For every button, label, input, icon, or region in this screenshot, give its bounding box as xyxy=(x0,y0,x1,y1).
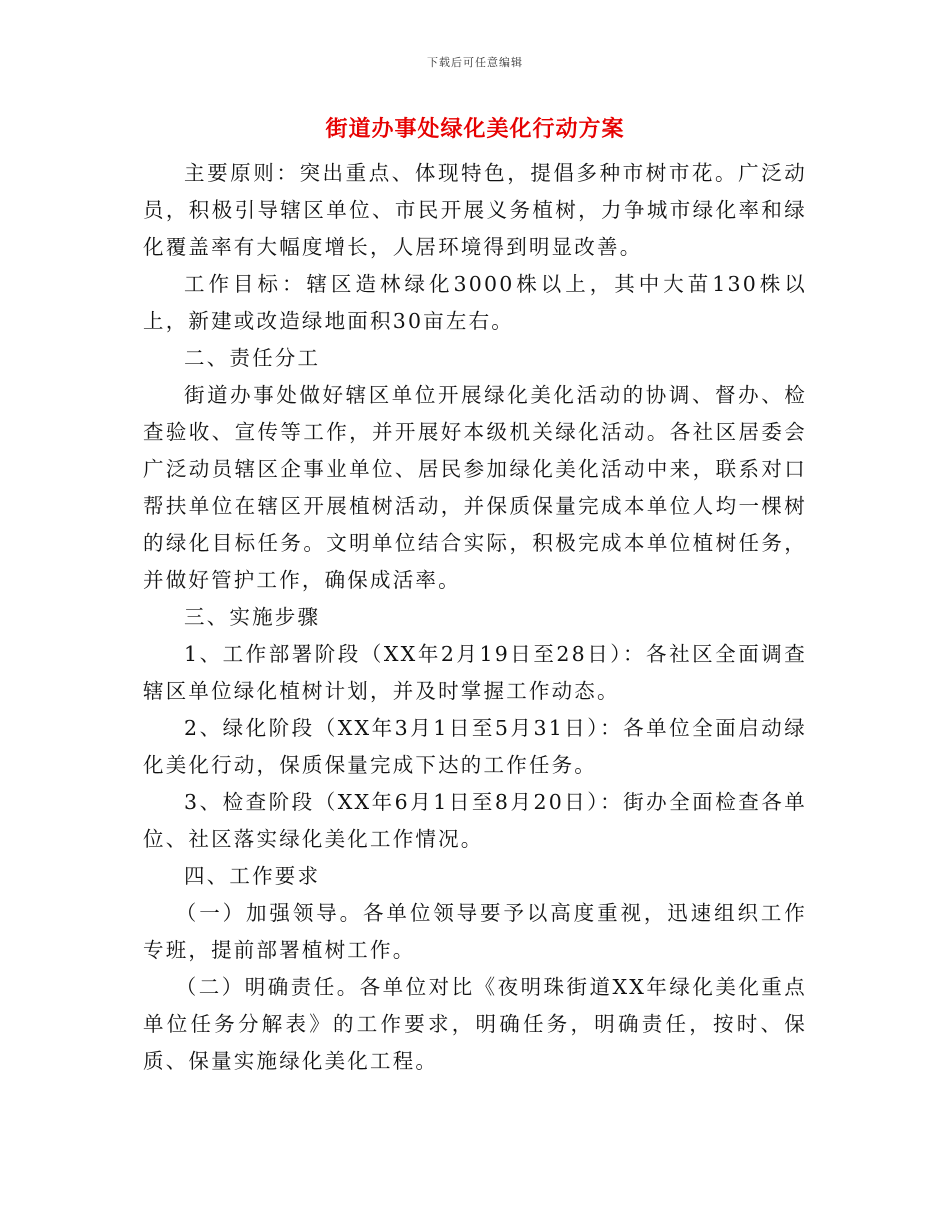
paragraph-responsibilities: 街道办事处做好辖区单位开展绿化美化活动的协调、督办、检查验收、宣传等工作，并开展好本级机关绿化活动。各社区居委会广泛动员辖区企事业单位、居民参加绿化美化活动中来，联系对口帮扶单位在辖区开展植树活动，并保质保量完成本单位人均一棵树的绿化目标任务。文明单位结合实际，积极完成本单位植树任务，并做好管护工作，确保成活率。 xyxy=(143,383,807,592)
paragraph-principles: 主要原则：突出重点、体现特色，提倡多种市树市花。广泛动员，积极引导辖区单位、市民开展义务植树，力争城市绿化率和绿化覆盖率有大幅度增长，人居环境得到明显改善。 xyxy=(143,161,807,259)
paragraph-requirement-1: （一）加强领导。各单位领导要予以高度重视，迅速组织工作专班，提前部署植树工作。 xyxy=(143,901,807,962)
section-heading-responsibilities: 二、责任分工 xyxy=(184,346,321,370)
paragraph-goals: 工作目标：辖区造林绿化3000株以上，其中大苗130株以上，新建或改造绿地面积30亩左右。 xyxy=(143,272,807,333)
paragraph-step-3: 3、检查阶段（XX年6月1日至8月20日）：街办全面检查各单位、社区落实绿化美化工作情况。 xyxy=(143,790,807,851)
document-title: 街道办事处绿化美化行动方案 xyxy=(325,117,625,142)
paragraph-step-1: 1、工作部署阶段（XX年2月19日至28日）：各社区全面调查辖区单位绿化植树计划，并及时掌握工作动态。 xyxy=(143,642,807,703)
paragraph-step-2: 2、绿化阶段（XX年3月1日至5月31日）：各单位全面启动绿化美化行动，保质保量完成下达的工作任务。 xyxy=(143,716,807,777)
section-heading-requirements: 四、工作要求 xyxy=(184,864,321,888)
document-body xyxy=(143,155,807,1080)
header-note: 下载后可任意编辑 xyxy=(427,56,523,69)
paragraph-requirement-2: （二）明确责任。各单位对比《夜明珠街道XX年绿化美化重点单位任务分解表》的工作要求，明确任务，明确责任，按时、保质、保量实施绿化美化工程。 xyxy=(143,975,807,1073)
section-heading-steps: 三、实施步骤 xyxy=(184,605,321,629)
